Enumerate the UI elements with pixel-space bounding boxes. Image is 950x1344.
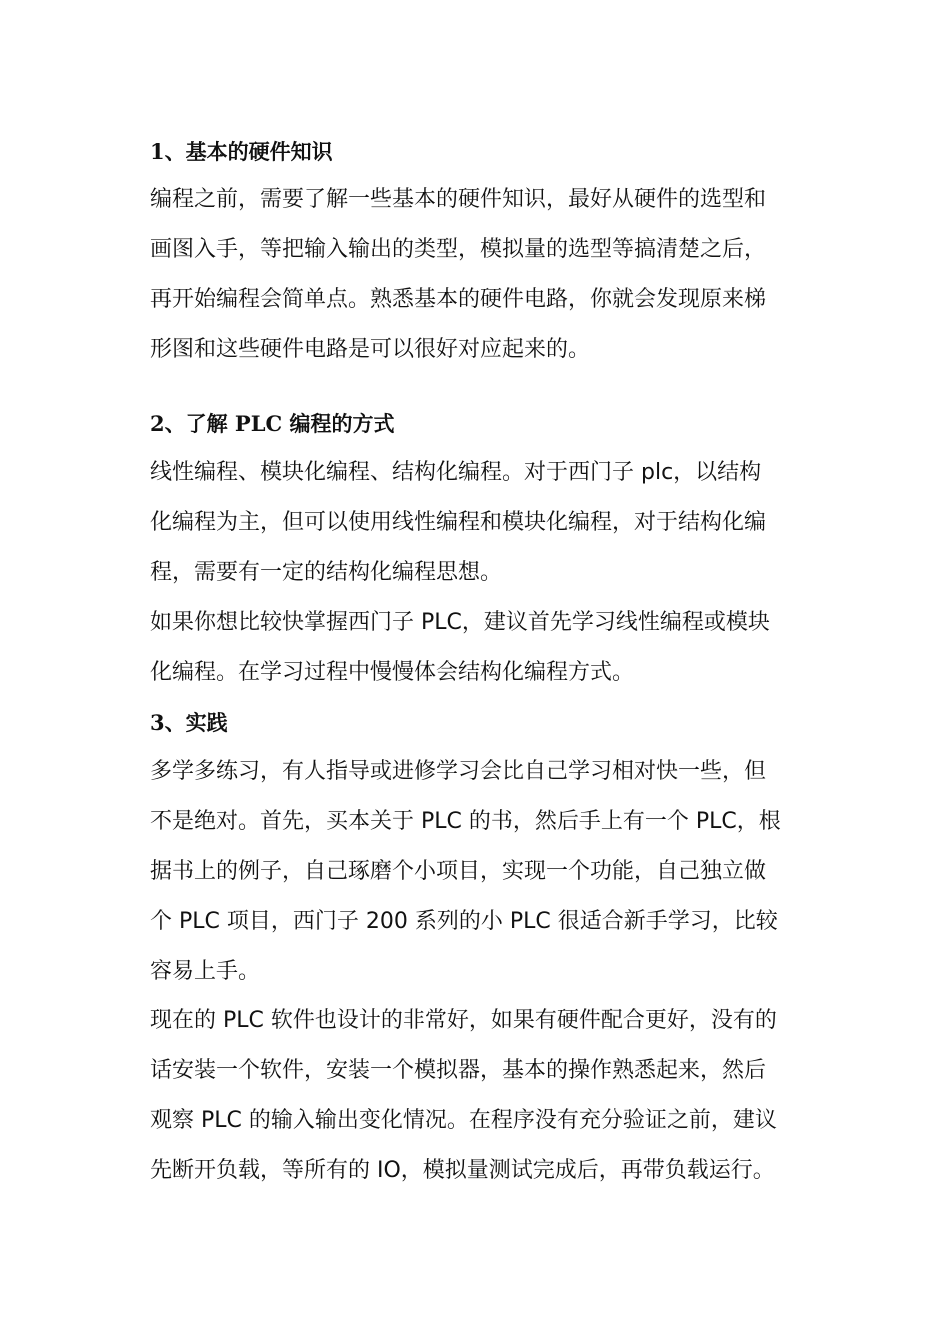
- section-2-line-2: 化编程为主，但可以使用线性编程和模块化编程，对于结构化编: [150, 510, 767, 535]
- section-3-line-9: 先断开负载，等所有的 IO，模拟量测试完成后，再带负载运行。: [150, 1158, 775, 1183]
- section-1-line-3: 再开始编程会简单点。熟悉基本的硬件电路，你就会发现原来梯: [150, 287, 767, 312]
- section-2-heading: 2、了解 PLC 编程的方式: [150, 411, 395, 436]
- section-1-line-2: 画图入手，等把输入输出的类型，模拟量的选型等搞清楚之后，: [150, 237, 767, 262]
- section-3-line-8: 观察 PLC 的输入输出变化情况。在程序没有充分验证之前，建议: [150, 1108, 777, 1133]
- section-2-line-3: 程，需要有一定的结构化编程思想。: [150, 560, 503, 585]
- section-1-line-4: 形图和这些硬件电路是可以很好对应起来的。: [150, 337, 591, 362]
- section-3-line-1: 多学多练习，有人指导或进修学习会比自己学习相对快一些，但: [150, 759, 767, 784]
- section-3-line-6: 现在的 PLC 软件也设计的非常好，如果有硬件配合更好，没有的: [150, 1008, 777, 1033]
- section-2-line-4: 如果你想比较快掌握西门子 PLC，建议首先学习线性编程或模块: [150, 610, 770, 635]
- section-2-line-1: 线性编程、模块化编程、结构化编程。对于西门子 plc，以结构: [150, 460, 762, 485]
- section-3-line-7: 话安装一个软件，安装一个模拟器，基本的操作熟悉起来，然后: [150, 1058, 767, 1083]
- section-1-heading: 1、基本的硬件知识: [150, 139, 333, 164]
- section-2-line-5: 化编程。在学习过程中慢慢体会结构化编程方式。: [150, 660, 635, 685]
- section-1-line-1: 编程之前，需要了解一些基本的硬件知识，最好从硬件的选型和: [150, 187, 767, 212]
- section-3-line-4: 个 PLC 项目，西门子 200 系列的小 PLC 很适合新手学习，比较: [150, 909, 778, 934]
- section-3-heading: 3、实践: [150, 710, 228, 735]
- section-3-line-2: 不是绝对。首先，买本关于 PLC 的书，然后手上有一个 PLC，根: [150, 809, 781, 834]
- section-3-line-5: 容易上手。: [150, 959, 261, 984]
- section-3-line-3: 据书上的例子，自己琢磨个小项目，实现一个功能，自己独立做: [150, 859, 767, 884]
